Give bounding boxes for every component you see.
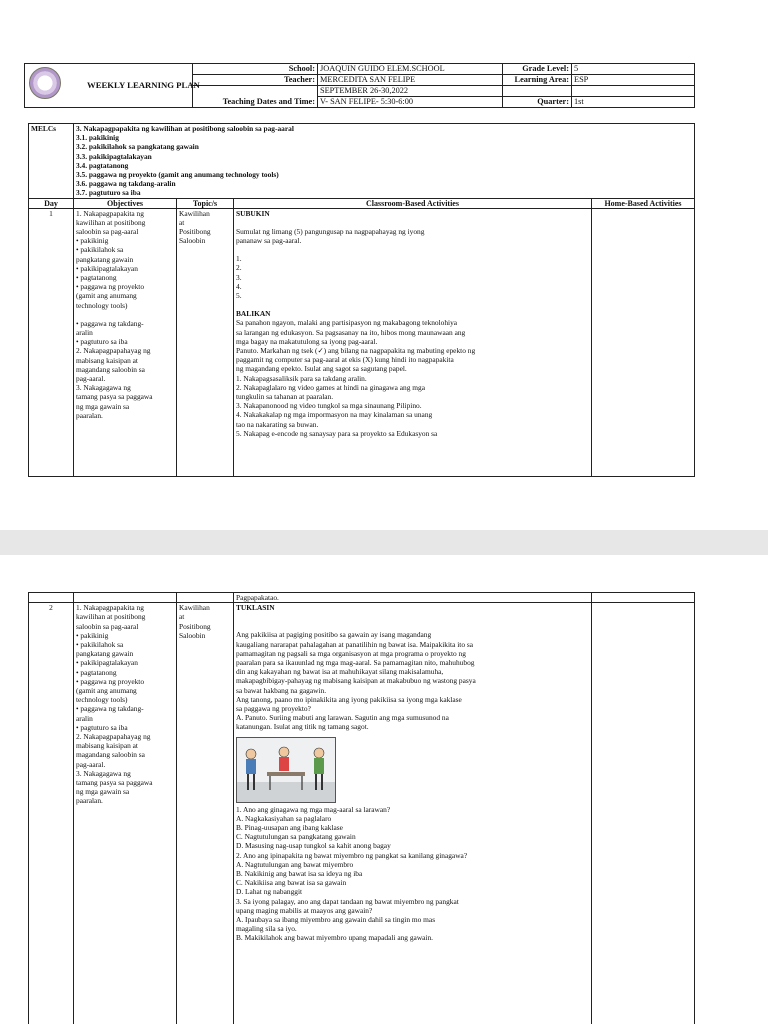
objectives-cell: 1. Nakapagpapakita ng kawilihan at positibong saloobin sa pag-aaral • pakikinig • pakikilahok sa pangkatang gawain • pakikipagtalakayan • pagtatanong • paggawa ng proyekto (gamit ang anumang technology tools) • paggawa ng takdang- aralin • pagtuturo sa iba 2. Nakapagpapahayag ng mabisang kaisipan at magandang saloobin sa pag-aaral. 3. Nakagagawa ng tamang pasya sa paggawa ng mga gawain sa paaralan. (74, 208, 177, 476)
melcs-label: MELCs (29, 124, 74, 199)
day-number: 2 (29, 603, 74, 1024)
grade-value: 5 (572, 64, 695, 75)
home-activities-cell (592, 208, 695, 476)
subukin-heading: SUBUKIN (236, 208, 270, 218)
balikan-heading: BALIKAN (236, 309, 271, 319)
header-table (24, 63, 695, 108)
col-topics: Topic/s (177, 198, 234, 208)
students-illustration-icon (237, 738, 335, 802)
melcs-list: 3. Nakapagpapakita ng kawilihan at positibong saloobin sa pag-aaral 3.1. pakikinig 3.2. pakikilahok sa pangkatang gawain 3.3. pakikipagtalakayan 3.4. pagtatanong 3.5. paggawa ng proyekto (gamit ang anumang technology tools) 3.6. paggawa ng takdang-aralin 3.7. pagtuturo sa iba (74, 124, 695, 199)
col-home: Home-Based Activities (592, 198, 695, 208)
dates-label: Teaching Dates and Time: (193, 86, 318, 108)
plan-title: WEEKLY LEARNING PLAN (87, 80, 200, 90)
students-group-work-illustration (236, 737, 336, 803)
page-2 (0, 555, 768, 1024)
header-logo-cell (25, 64, 200, 108)
classroom-activities-cell: TUKLASIN Ang pakikiisa at pagiging positibo sa gawain ay isang magandang kaugaliang nararapat pahalagahan at panatilihin ng bawat isa. Maipakikita ito sa pamamagitan ng pagsali sa mga organisasyon at mga programa o proyekto ng paaralan para sa ikauunlad ng mga mag-aaral. Sa pamamagitan nito, mahuhubog din ang kakayahan ng bawat isa at mahuhikayat silang makisalamuha, makapagbibigay-pahayag ng mabisang kaisipan at makabubuo ng wastong pasya sa bawat hakbang na gagawin. Ang tanong, paano mo ipinakikita ang iyong pakikiisa sa iyong mga kaklase sa paggawa ng proyekto? A. Panuto. Suriing mabuti ang larawan. Sagutin ang mga sumusunod na katanungan. Isulat ang titik ng tamang sagot. 1. Ano ang ginagawa ng mga mag-aaral sa larawan? A. Nagkakasiyahan sa paglalaro B. Pinag-uusapan ang ibang kaklase C. Nagtutulungan sa pangkatang gawain D. Masusing nag-usap tungkol sa kahit anong bagay 2. Ano ang ipinapakita ng bawat miyembro ng pangkat sa kanilang ginagawa? A. Nagtutulungan ang bawat miyembro B. Nakikinig ang bawat isa sa ideya ng iba C. Nakikiisa ang bawat isa sa gawain D. Lahat ng nabanggit 3. Sa iyong palagay, ano ang dapat tandaan ng bawat miyembro ng pangkat upang maging mabilis at maayos ang gawain? A. Ipaubaya sa ibang miyembro ang gawain dahil sa tingin mo mas magaling sila sa iyo. B. Makikilahok ang bawat miyembro upang mapadali ang gawain. (234, 603, 592, 1024)
carry-over-text: Pagpapakatao. (234, 593, 592, 603)
classroom-activities-cell: SUBUKIN Sumulat ng limang (5) pangungusap na nagpapahayag ng iyong pananaw sa pag-aaral. 1. 2. 3. 4. 5. BALIKAN Sa panahon ngayon, malaki ang partisipasyon ng makabagong teknolohiya sa larangan ng edukasyon. Sa pagsasanay na ito, hibos mong maunawaan ang mga bagay na makatutulong sa iyong pag-aaral. Panuto. Markahan ng tsek (✓) ang bilang na nagpapakita ng mabuting epekto ng paggamit ng computer sa pag-aaral at ekis (X) kung hindi ito nagpapakita ng magandang epekto. Isulat ang sagot sa sagutang papel. 1. Nakapagsasaliksik para sa takdang aralin. 2. Nakapaglalaro ng video games at hindi na ginagawa ang mga tungkulin sa tahanan at paaralan. 3. Nakapanonood ng video tungkol sa mga sinaunang Pilipino. 4. Nakakakalap ng mga impormasyon na may kinalaman sa unang tao na nakarating sa buwan. 5. Nakapag e-encode ng sanaysay para sa proyekto sa Edukasyon sa (234, 208, 592, 476)
quarter-label: Quarter: (503, 97, 572, 108)
grade-label: Grade Level: (503, 64, 572, 75)
col-objectives: Objectives (74, 198, 177, 208)
school-value: JOAQUIN GUIDO ELEM.SCHOOL (318, 64, 503, 75)
tuklasin-heading: TUKLASIN (236, 603, 275, 613)
home-activities-cell (592, 603, 695, 1024)
quarter-value: 1st (572, 97, 695, 108)
area-label: Learning Area: (503, 75, 572, 86)
area-value: ESP (572, 75, 695, 86)
plan-table-day2 (28, 592, 695, 1024)
dates-value: SEPTEMBER 26-30,2022 (318, 86, 503, 97)
plan-table-day1 (28, 123, 695, 477)
teacher-value: MERCEDITA SAN FELIPE (318, 75, 503, 86)
teacher-label: Teacher: (193, 75, 318, 86)
col-classroom: Classroom-Based Activities (234, 198, 592, 208)
time-value: V- SAN FELIPE- 5:30-6:00 (318, 97, 503, 108)
day-number: 1 (29, 208, 74, 476)
objectives-cell: 1. Nakapagpapakita ng kawilihan at positibong saloobin sa pag-aaral • pakikinig • pakikilahok sa pangkatang gawain • pakikipagtalakayan • pagtatanong • paggawa ng proyekto (gamit ang anumang technology tools) • paggawa ng takdang- aralin • pagtuturo sa iba 2. Nakapagpapahayag ng mabisang kaisipan at magandang saloobin sa pag-aaral. 3. Nakagagawa ng tamang pasya sa paggawa ng mga gawain sa paaralan. (74, 603, 177, 1024)
school-label: School: (193, 64, 318, 75)
deped-seal-icon (29, 67, 61, 99)
col-day: Day (29, 198, 74, 208)
topic-cell: Kawilihan at Positibong Saloobin (177, 603, 234, 1024)
topic-cell: Kawilihan at Positibong Saloobin (177, 208, 234, 476)
